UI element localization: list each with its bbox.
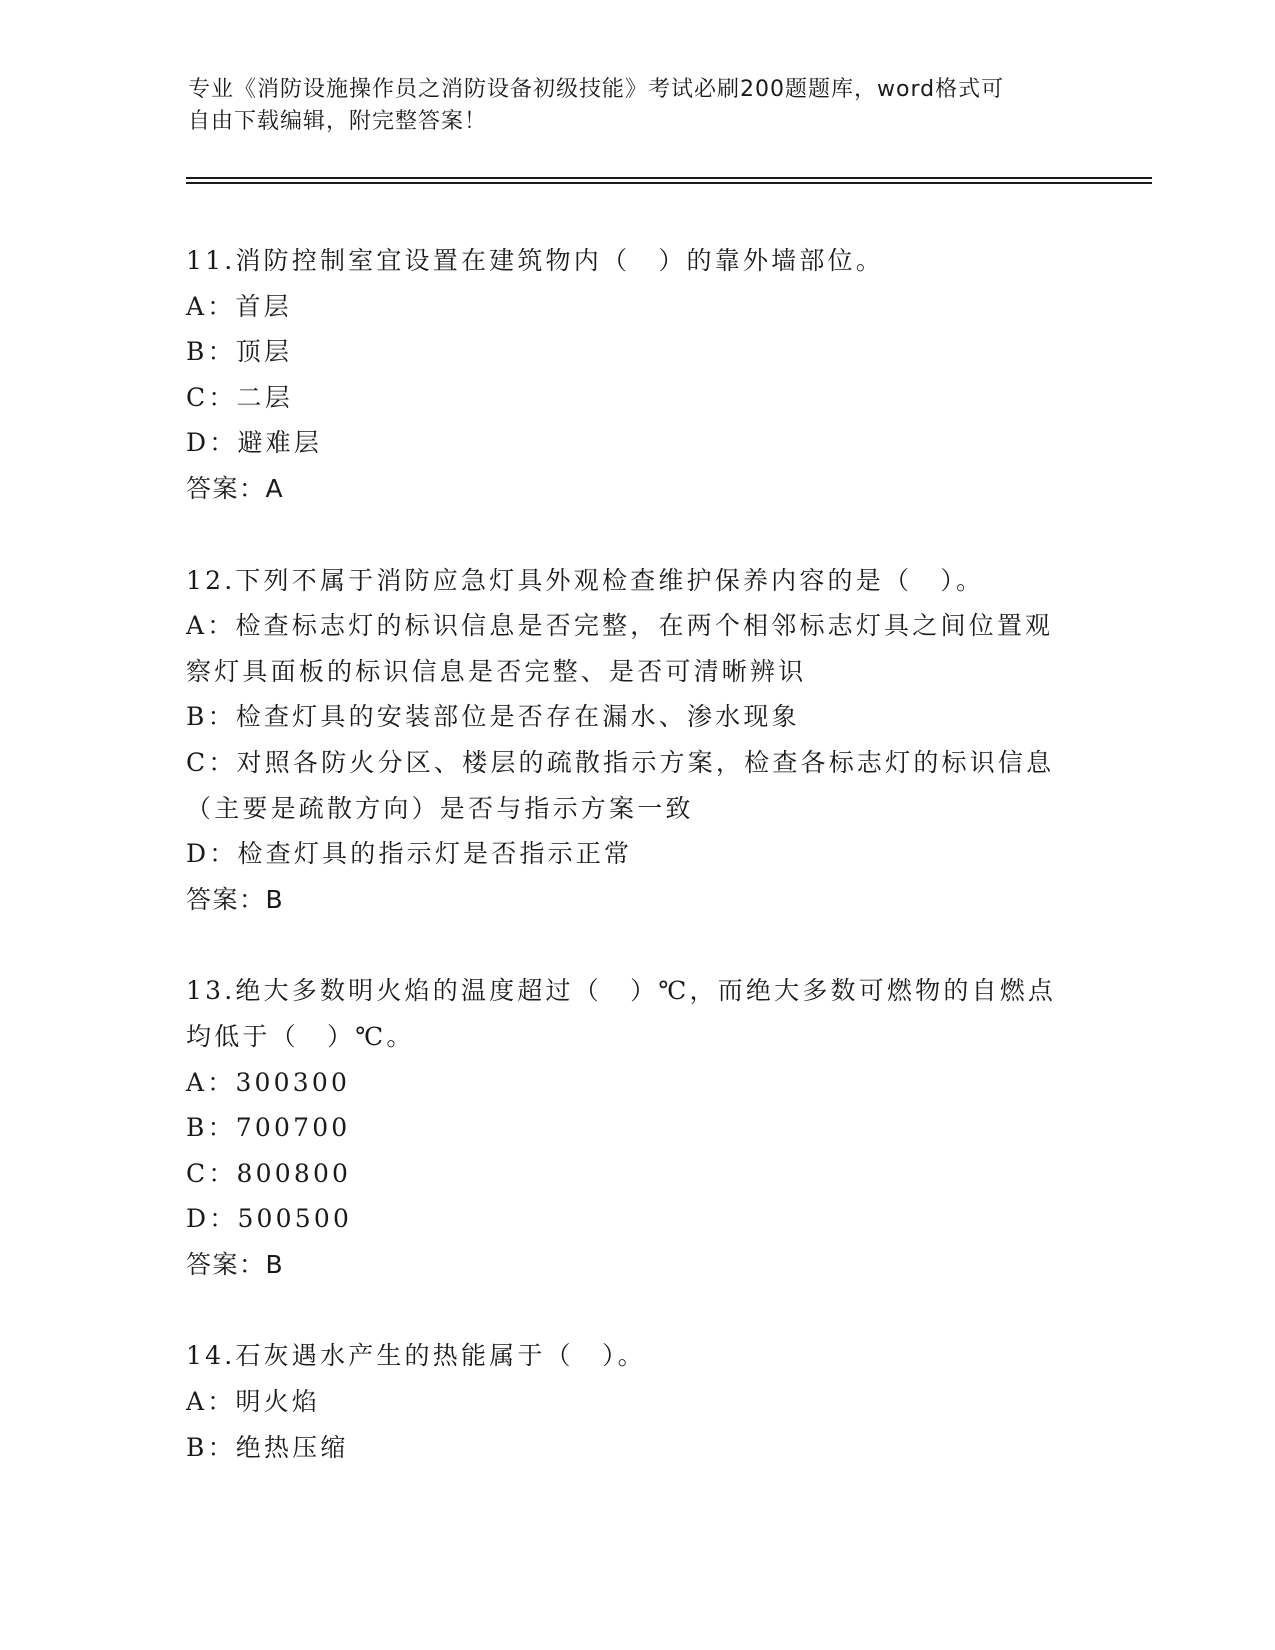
answer-line: 答案：A (186, 473, 285, 503)
answer-line: 答案：B (186, 1249, 285, 1279)
question-13 (186, 968, 1086, 1287)
option-c: C：二层 (186, 382, 293, 412)
option-d: D：500500 (186, 1204, 353, 1234)
option-a: A：检查标志灯的标识信息是否完整，在两个相邻标志灯具之间位置观 (186, 611, 1054, 641)
question-stem: 14.石灰遇水产生的热能属于（ ）。 (186, 1341, 646, 1371)
option-a: A：明火焰 (186, 1387, 321, 1417)
option-b: B：顶层 (186, 337, 293, 367)
option-a: A：首层 (186, 291, 292, 321)
question-stem-continued: 均低于（ ）℃。 (186, 1021, 415, 1051)
question-stem: 12.下列不属于消防应急灯具外观检查维护保养内容的是（ ）。 (186, 565, 985, 595)
option-b: B：检查灯具的安装部位是否存在漏水、渗水现象 (186, 702, 800, 732)
option-b: B：绝热压缩 (186, 1432, 349, 1462)
option-c: C：对照各防火分区、楼层的疏散指示方案，检查各标志灯的标识信息 (186, 747, 1055, 777)
option-c-continued: （主要是疏散方向）是否与指示方案一致 (186, 793, 694, 823)
header-divider-top (186, 177, 1152, 179)
question-stem: 13.绝大多数明火焰的温度超过（ ）℃，而绝大多数可燃物的自燃点 (186, 976, 1057, 1006)
question-12 (186, 558, 1086, 923)
option-a: A：300300 (186, 1067, 351, 1097)
question-14 (186, 1333, 1086, 1470)
question-list (186, 238, 1086, 1516)
option-d: D：检查灯具的指示灯是否指示正常 (186, 839, 633, 869)
option-b: B：700700 (186, 1113, 351, 1143)
header-line-1: 专业《消防设施操作员之消防设备初级技能》考试必刷200题题库，word格式可 (188, 77, 1005, 102)
header-divider-bottom (186, 182, 1152, 184)
question-11 (186, 238, 1086, 512)
option-c: C：800800 (186, 1158, 352, 1188)
question-stem: 11.消防控制室宜设置在建筑物内（ ）的靠外墙部位。 (186, 246, 884, 275)
option-d: D：避难层 (186, 428, 323, 458)
option-a-continued: 察灯具面板的标识信息是否完整、是否可清晰辨识 (186, 656, 807, 686)
header-line-2: 自由下载编辑，附完整答案！ (188, 109, 488, 134)
document-header (188, 74, 1088, 138)
answer-line: 答案：B (186, 884, 285, 914)
